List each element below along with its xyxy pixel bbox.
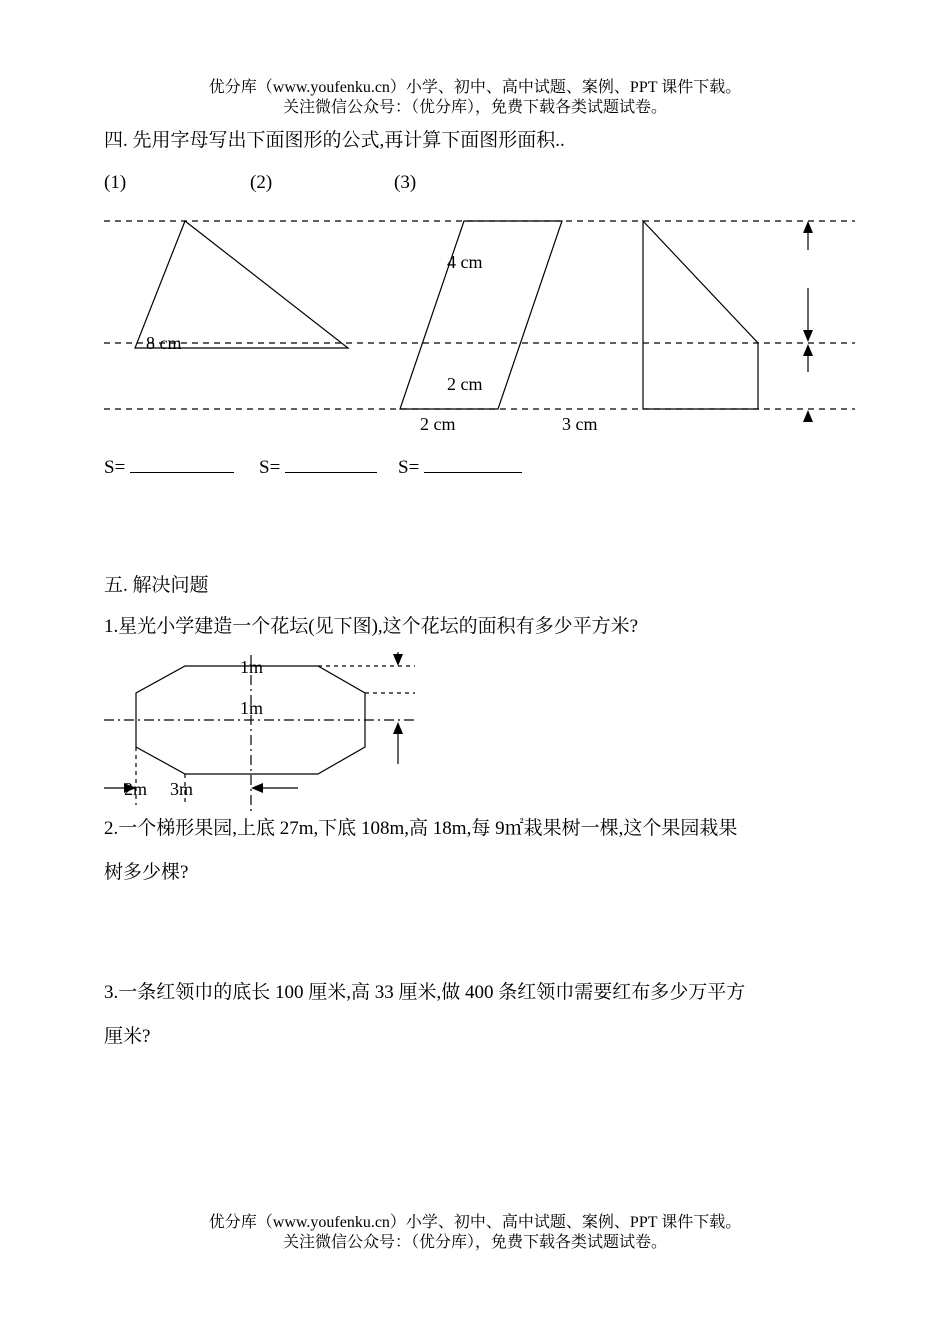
answer-2[interactable]: S= — [259, 454, 377, 480]
parallelogram-top-label: 4 cm — [447, 252, 483, 272]
arrow-down-icon — [393, 654, 403, 666]
section-5-title: 五. 解决问题 — [104, 575, 209, 596]
arrow-left-icon — [251, 783, 263, 793]
flowerbed-mid-label: 1m — [240, 698, 264, 718]
parallelogram-mid-label: 2 cm — [447, 374, 483, 394]
question-1: 1.星光小学建造一个花坛(见下图),这个花坛的面积有多少平方米? — [104, 616, 639, 637]
header-line-1: 优分库（www.youfenku.cn）小学、初中、高中试题、案例、PPT 课件下载。 — [208, 79, 742, 96]
trapezoid-bottom-label: 3 cm — [562, 414, 598, 434]
answer-1[interactable]: S= — [104, 454, 234, 480]
question-3-line-2: 厘米? — [104, 1026, 151, 1047]
flowerbed-3m-label: 3m — [170, 779, 194, 799]
flowerbed-top-label: 1m — [240, 657, 264, 677]
question-3-line-1: 3.一条红领巾的底长 100 厘米,高 33 厘米,做 400 条红领巾需要红布多少万平方 — [104, 982, 746, 1003]
footer-line-1: 优分库（www.youfenku.cn）小学、初中、高中试题、案例、PPT 课件下载。 — [208, 1214, 742, 1231]
section-4-title: 四. 先用字母写出下面图形的公式,再计算下面图形面积.. — [104, 130, 565, 151]
question-2-line-1: 2.一个梯形果园,上底 27m,下底 108m,高 18m,每 9㎡栽果树一棵,这个果园栽果 — [104, 818, 738, 839]
triangle-base-label: 8 cm — [146, 333, 182, 353]
figure-label-3: (3) — [394, 172, 417, 193]
flowerbed-2m-label: 2m — [124, 779, 148, 799]
header-line-2: 关注微信公众号：（优分库），免费下载各类试题试卷。 — [282, 99, 667, 116]
footer-line-2: 关注微信公众号：（优分库），免费下载各类试题试卷。 — [282, 1234, 667, 1251]
question-2-line-2: 树多少棵? — [104, 862, 189, 883]
arrow-up-icon — [393, 722, 403, 734]
figure-label-1: (1) — [104, 172, 127, 193]
parallelogram-bottom-label: 2 cm — [420, 414, 456, 434]
answer-3[interactable]: S= — [398, 454, 522, 480]
figure-label-2: (2) — [250, 172, 273, 193]
